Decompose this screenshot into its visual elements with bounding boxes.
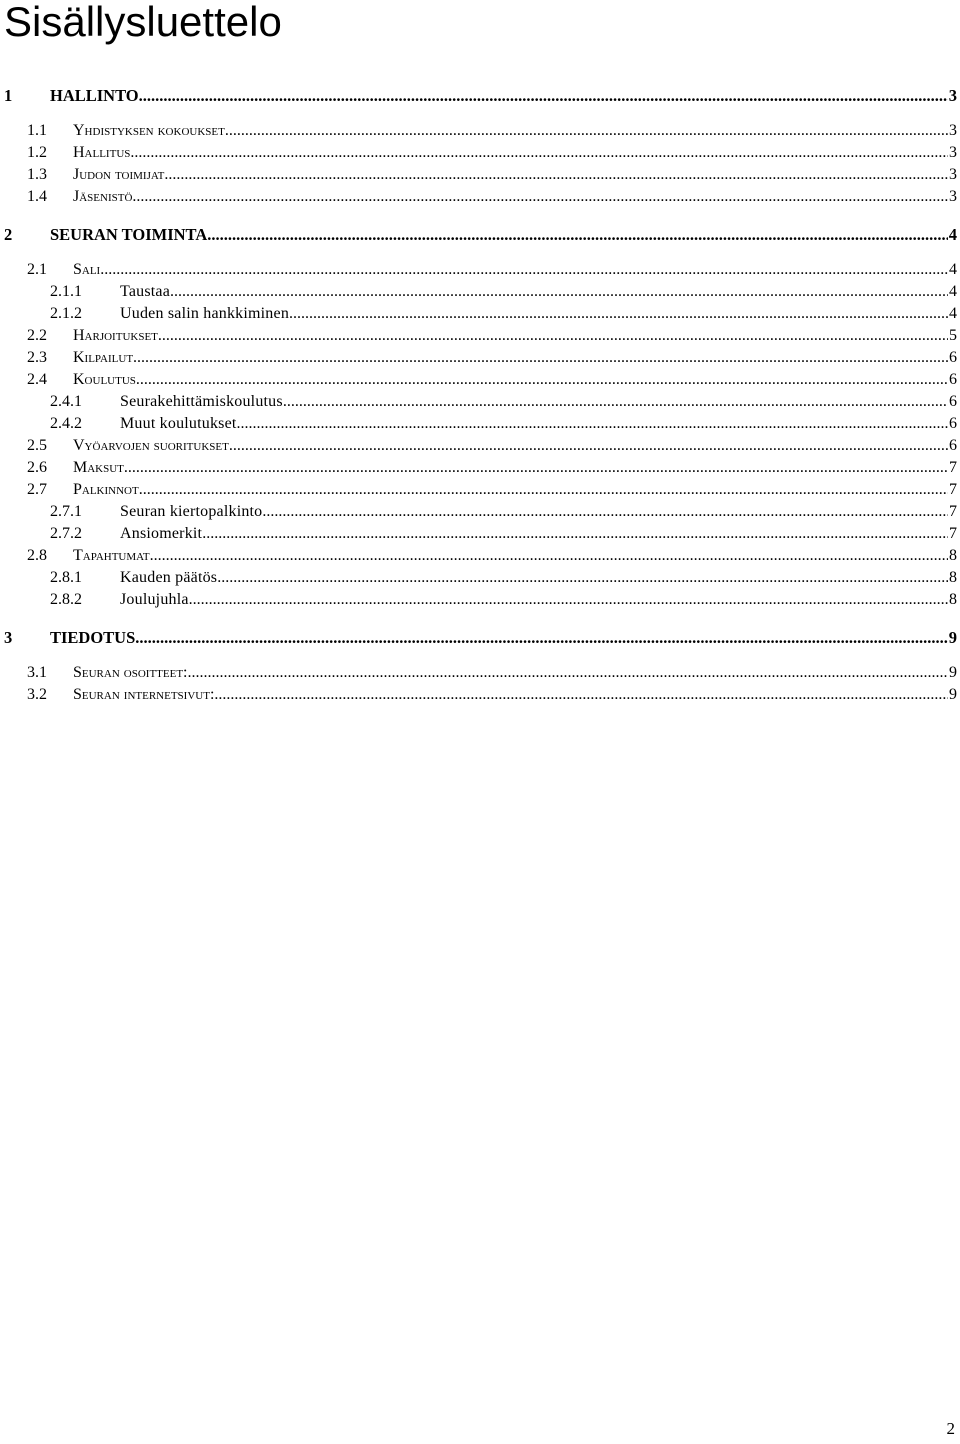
toc-dot-leader	[214, 685, 948, 705]
toc-entry-number: 1.4	[27, 188, 47, 205]
toc-entry-title: Tapahtumat	[73, 547, 150, 564]
toc-entry-number: 1.1	[27, 122, 47, 139]
page-number: 2	[946, 1419, 955, 1438]
toc-dot-leader	[237, 414, 948, 434]
toc-entry-number: 2.5	[27, 437, 47, 454]
toc-entry-page: 3	[948, 86, 957, 105]
toc-entry-title: TIEDOTUS	[50, 628, 136, 647]
toc-entry-page: 7	[949, 481, 957, 498]
toc-entry-title: Ansiomerkit	[120, 525, 203, 542]
toc-entry-number: 2.7.1	[50, 503, 82, 520]
toc-dot-leader	[132, 187, 948, 207]
toc-entry-page: 3	[949, 122, 957, 139]
toc-entry-title: Muut koulutukset	[120, 415, 237, 432]
toc-entry-number: 1.2	[27, 144, 47, 161]
toc-dot-leader	[289, 304, 948, 324]
toc-entry-title: Seuran internetsivut:	[73, 686, 215, 703]
toc-entry-title: Jäsenistö	[73, 188, 133, 205]
toc-entry-number: 3	[4, 628, 13, 647]
toc-entry-number: 2.1.2	[50, 305, 82, 322]
toc-entry-title: SEURAN TOIMINTA	[50, 225, 208, 244]
toc-entry-number: 2.8.2	[50, 591, 82, 608]
toc-entry-page: 8	[949, 547, 957, 564]
toc-entry-number: 1.3	[27, 166, 47, 183]
toc-entry-page: 3	[949, 144, 957, 161]
toc-entry-page: 9	[948, 628, 957, 647]
toc-entry-page: 7	[949, 525, 957, 542]
toc-dot-leader	[189, 590, 948, 610]
toc-entry-title: Palkinnot	[73, 481, 139, 498]
toc-dot-leader	[135, 628, 947, 648]
toc-entry-page: 6	[949, 437, 957, 454]
toc-entry-number: 3.2	[27, 686, 47, 703]
toc-entry-page: 6	[949, 371, 957, 388]
toc-entry-page: 6	[949, 393, 957, 410]
toc-entry-page: 4	[949, 305, 957, 322]
toc-entry-number: 2.8.1	[50, 569, 82, 586]
toc-entry-number: 2	[4, 225, 13, 244]
toc-entry-page: 6	[949, 415, 957, 432]
toc-entry-number: 2.6	[27, 459, 47, 476]
toc-dot-leader	[164, 165, 948, 185]
toc-dot-leader	[170, 282, 948, 302]
toc-dot-leader	[139, 480, 948, 500]
toc-entry-title: Seuran osoitteet:	[73, 664, 188, 681]
toc-entry-number: 2.8	[27, 547, 47, 564]
toc-dot-leader	[100, 260, 948, 280]
toc-entry-page: 8	[949, 569, 957, 586]
toc-entry-number: 2.1	[27, 261, 47, 278]
toc-entry-page: 7	[949, 503, 957, 520]
toc-entry-title: Vyöarvojen suoritukset	[73, 437, 229, 454]
toc-entry-page: 3	[949, 188, 957, 205]
toc-dot-leader	[150, 546, 948, 566]
toc-entry-page: 9	[949, 664, 957, 681]
toc-entry-page: 8	[949, 591, 957, 608]
toc-entry-title: Koulutus	[73, 371, 136, 388]
toc-dot-leader	[217, 568, 948, 588]
toc-dot-leader	[130, 143, 948, 163]
toc-entry-page: 3	[949, 166, 957, 183]
toc-dot-leader	[188, 663, 949, 683]
toc-dot-leader	[229, 436, 948, 456]
toc-entry-number: 2.2	[27, 327, 47, 344]
toc-entry-page: 4	[948, 225, 957, 244]
toc-entry-title: HALLINTO	[50, 86, 139, 105]
toc-entry-title: Kilpailut	[73, 349, 134, 366]
toc-entry-number: 2.3	[27, 349, 47, 366]
toc-entry-title: Sali	[73, 261, 101, 278]
toc-dot-leader	[283, 392, 948, 412]
toc-entry-number: 3.1	[27, 664, 47, 681]
toc-entry-number: 2.1.1	[50, 283, 82, 300]
toc-dot-leader	[124, 458, 948, 478]
toc-entry-title: Seuran kiertopalkinto	[120, 503, 263, 520]
toc-dot-leader	[139, 86, 948, 106]
toc-dot-leader	[133, 348, 948, 368]
toc-entry-number: 2.4.2	[50, 415, 82, 432]
toc-entry-page: 6	[949, 349, 957, 366]
toc-dot-leader	[225, 121, 948, 141]
toc-entry-page: 5	[949, 327, 957, 344]
toc-entry-title: Taustaa	[120, 283, 171, 300]
toc-dot-leader	[262, 502, 948, 522]
toc-dot-leader	[158, 326, 948, 346]
toc-dot-leader	[136, 370, 948, 390]
toc-entry-number: 2.7.2	[50, 525, 82, 542]
toc-entry-title: Uuden salin hankkiminen	[120, 305, 290, 322]
toc-entry-title: Seurakehittämiskoulutus	[120, 393, 283, 410]
toc-entry-page: 7	[949, 459, 957, 476]
toc-entry-title: Judon toimijat	[73, 166, 165, 183]
toc-entry-number: 1	[4, 86, 13, 105]
toc-entry-title: Joulujuhla	[120, 591, 189, 608]
toc-entry-number: 2.4.1	[50, 393, 82, 410]
toc-entry-number: 2.4	[27, 371, 47, 388]
toc-entry-number: 2.7	[27, 481, 47, 498]
toc-entry-title: Hallitus	[73, 144, 131, 161]
toc-dot-leader	[202, 524, 948, 544]
toc-entry-title: Yhdistyksen kokoukset	[73, 122, 225, 139]
toc-entry-title: Harjoitukset	[73, 327, 158, 344]
toc-entry-title: Maksut	[73, 459, 124, 476]
toc-entry-page: 4	[949, 261, 957, 278]
page-title: Sisällysluettelo	[4, 0, 282, 45]
toc-entry-page: 4	[949, 283, 957, 300]
toc-entry-title: Kauden päätös	[120, 569, 218, 586]
toc-dot-leader	[207, 225, 948, 245]
toc-entry-page: 9	[949, 686, 957, 703]
